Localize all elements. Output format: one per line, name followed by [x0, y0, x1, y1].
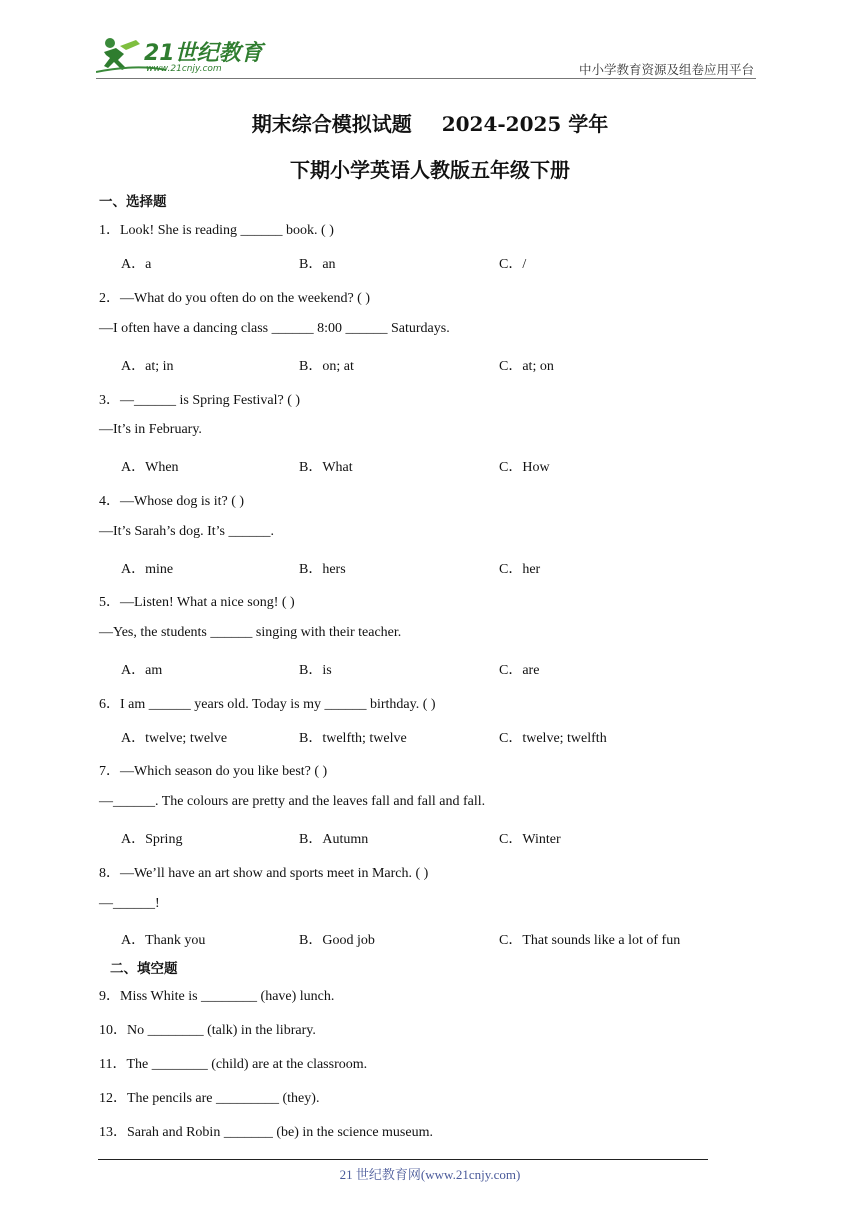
exam-title-line2: 下期小学英语人教版五年级下册	[290, 158, 570, 182]
question-7-option-b[interactable]: B．Autumn	[299, 832, 369, 847]
question-1-option-a[interactable]: A．a	[121, 257, 152, 272]
question-2-option-a[interactable]: A．at; in	[121, 359, 174, 374]
question-8-option-b[interactable]: B．Good job	[299, 933, 375, 948]
question-8-line2: —______!	[99, 896, 160, 911]
question-8-option-a[interactable]: A．Thank you	[121, 933, 206, 948]
question-5-option-a[interactable]: A．am	[121, 663, 163, 678]
question-4-stem: 4．—Whose dog is it? ( )	[99, 494, 245, 509]
question-6-stem: 6．I am ______ years old. Today is my ______ birthday. ( )	[99, 697, 436, 712]
question-4-option-a[interactable]: A．mine	[121, 562, 174, 577]
logo-text: 21世纪教育	[144, 41, 263, 66]
question-3-line2: —It’s in February.	[99, 422, 202, 437]
question-7-option-a[interactable]: A．Spring	[121, 832, 183, 847]
section-heading-fill-blank: 二、填空题	[110, 961, 178, 977]
question-1-stem: 1．Look! She is reading ______ book. ( )	[99, 223, 334, 238]
question-3-option-c[interactable]: C．How	[499, 460, 550, 475]
question-2-option-b[interactable]: B．on; at	[299, 359, 354, 374]
footer-divider	[98, 1159, 708, 1160]
fill-question-12: 12．The pencils are _________ (they).	[99, 1091, 320, 1106]
footer-text[interactable]: 21 世纪教育网(www.21cnjy.com)	[339, 1167, 521, 1182]
question-7-option-c[interactable]: C．Winter	[499, 832, 561, 847]
question-5-stem: 5．—Listen! What a nice song! ( )	[99, 595, 295, 610]
question-1-option-b[interactable]: B．an	[299, 257, 336, 272]
fill-question-11: 11．The ________ (child) are at the classroom.	[99, 1057, 368, 1072]
question-6-option-c[interactable]: C．twelve; twelfth	[499, 731, 607, 746]
question-2-stem: 2．—What do you often do on the weekend? ( )	[99, 291, 370, 306]
fill-question-9: 9．Miss White is ________ (have) lunch.	[99, 989, 335, 1004]
site-logo	[96, 34, 266, 78]
question-7-stem: 7．—Which season do you like best? ( )	[99, 764, 328, 779]
question-6-option-a[interactable]: A．twelve; twelve	[121, 731, 228, 746]
question-3-stem: 3．—______ is Spring Festival? ( )	[99, 393, 301, 408]
question-5-line2: —Yes, the students ______ singing with their teacher.	[99, 625, 402, 640]
question-4-line2: —It’s Sarah’s dog. It’s ______.	[99, 524, 274, 539]
exam-title-line1	[0, 108, 860, 137]
question-5-option-c[interactable]: C．are	[499, 663, 540, 678]
question-1-option-c[interactable]: C．/	[499, 257, 527, 272]
question-2-option-c[interactable]: C．at; on	[499, 359, 554, 374]
question-8-option-c[interactable]: C．That sounds like a lot of fun	[499, 933, 681, 948]
logo-url: www.21cnjy.com	[146, 64, 222, 74]
fill-question-13: 13．Sarah and Robin _______ (be) in the science museum.	[99, 1125, 433, 1140]
question-8-stem: 8．—We’ll have an art show and sports meet in March. ( )	[99, 866, 429, 881]
question-3-option-a[interactable]: A．When	[121, 460, 179, 475]
question-4-option-b[interactable]: B．hers	[299, 562, 346, 577]
question-3-option-b[interactable]: B．What	[299, 460, 353, 475]
question-6-option-b[interactable]: B．twelfth; twelve	[299, 731, 407, 746]
header-divider	[96, 78, 756, 79]
question-2-line2: —I often have a dancing class ______ 8:00 ______ Saturdays.	[99, 321, 450, 336]
question-5-option-b[interactable]: B．is	[299, 663, 332, 678]
exam-title-year: 2024-2025 学年	[441, 112, 609, 136]
header-tagline: 中小学教育资源及组卷应用平台	[578, 62, 754, 77]
question-7-line2: —______. The colours are pretty and the leaves fall and fall and fall.	[99, 794, 486, 809]
question-4-option-c[interactable]: C．her	[499, 562, 541, 577]
exam-title-name: 期末综合模拟试题	[251, 112, 412, 136]
section-heading-choice: 一、选择题	[99, 194, 167, 210]
fill-question-10: 10．No ________ (talk) in the library.	[99, 1023, 316, 1038]
